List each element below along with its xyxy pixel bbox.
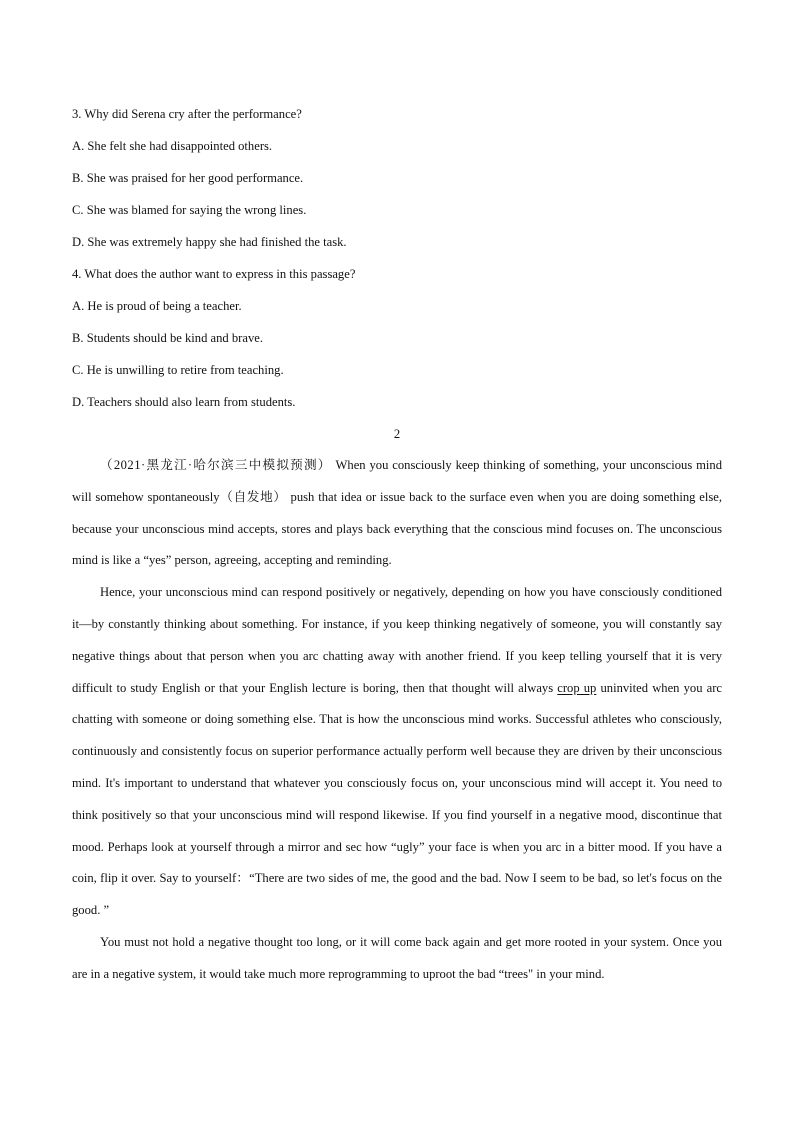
question-3-option-b: B. She was praised for her good performance. [72,171,304,185]
passage-number: 2 [393,427,401,441]
question-4-option-b: B. Students should be kind and brave. [72,331,263,345]
passage-source: （2021·黑龙江·哈尔滨三中模拟预测） [100,458,332,472]
paragraph-1-text: When you consciously keep thinking of something, your unconscious mind will somehow spontaneously（自发地） push that idea or issue back to the surface even when you are doing something else, because your unconscious mind accepts, stores and plays back everything that the conscious mind focuses on. The unconscious mind is like a “yes” person, agreeing, accepting and reminding. [72,458,722,568]
question-3-stem: 3. Why did Serena cry after the performance? [72,107,302,121]
question-4-option-c: C. He is unwilling to retire from teaching. [72,363,284,377]
passage-paragraph-2 [72,577,722,927]
question-3-option-a: A. She felt she had disappointed others. [72,139,273,153]
question-3-option-d: D. She was extremely happy she had finished the task. [72,235,347,249]
document-page [72,98,722,991]
paragraph-2-text-before: Hence, your unconscious mind can respond positively or negatively, depending on how you have consciously conditioned it—by constantly thinking about something. For instance, if you keep thinking negatively of someone, you will constantly say negative things about that person when you arc chatting away with another friend. If you keep telling yourself that it is very difficult to study English or that your English lecture is boring, then that thought will always [72,585,722,695]
passage-paragraph-3: You must not hold a negative thought too long, or it will come back again and get more rooted in your system. Once you are in a negative system, it would take much more reprogramming to uproot the bad “trees" in your mind. [72,934,722,981]
question-4-stem: 4. What does the author want to express in this passage? [72,267,356,281]
underlined-phrase: crop up [557,680,597,695]
question-4-option-d: D. Teachers should also learn from students. [72,395,296,409]
question-3-option-c: C. She was blamed for saying the wrong lines. [72,203,307,217]
question-4-option-a: A. He is proud of being a teacher. [72,299,242,313]
paragraph-2-text-after: uninvited when you arc chatting with someone or doing something else. That is how the unconscious mind works. Successful athletes who consciously, continuously and consistently focus on superior performance actually perform well because they are driven by their unconscious mind. It's important to understand that whatever you consciously focus on, your unconscious mind will accept it. You need to think positively so that your unconscious mind will respond likewise. If you find yourself in a negative mood, discontinue that mood. Perhaps look at yourself through a mirror and sec how “ugly” your face is when you arc in a bitter mood. If you have a coin, flip it over. Say to yourself：“There are two sides of me, the good and the bad. Now I seem to be bad, so let's focus on the good. ” [72,680,722,918]
passage-paragraph-1 [72,450,722,577]
